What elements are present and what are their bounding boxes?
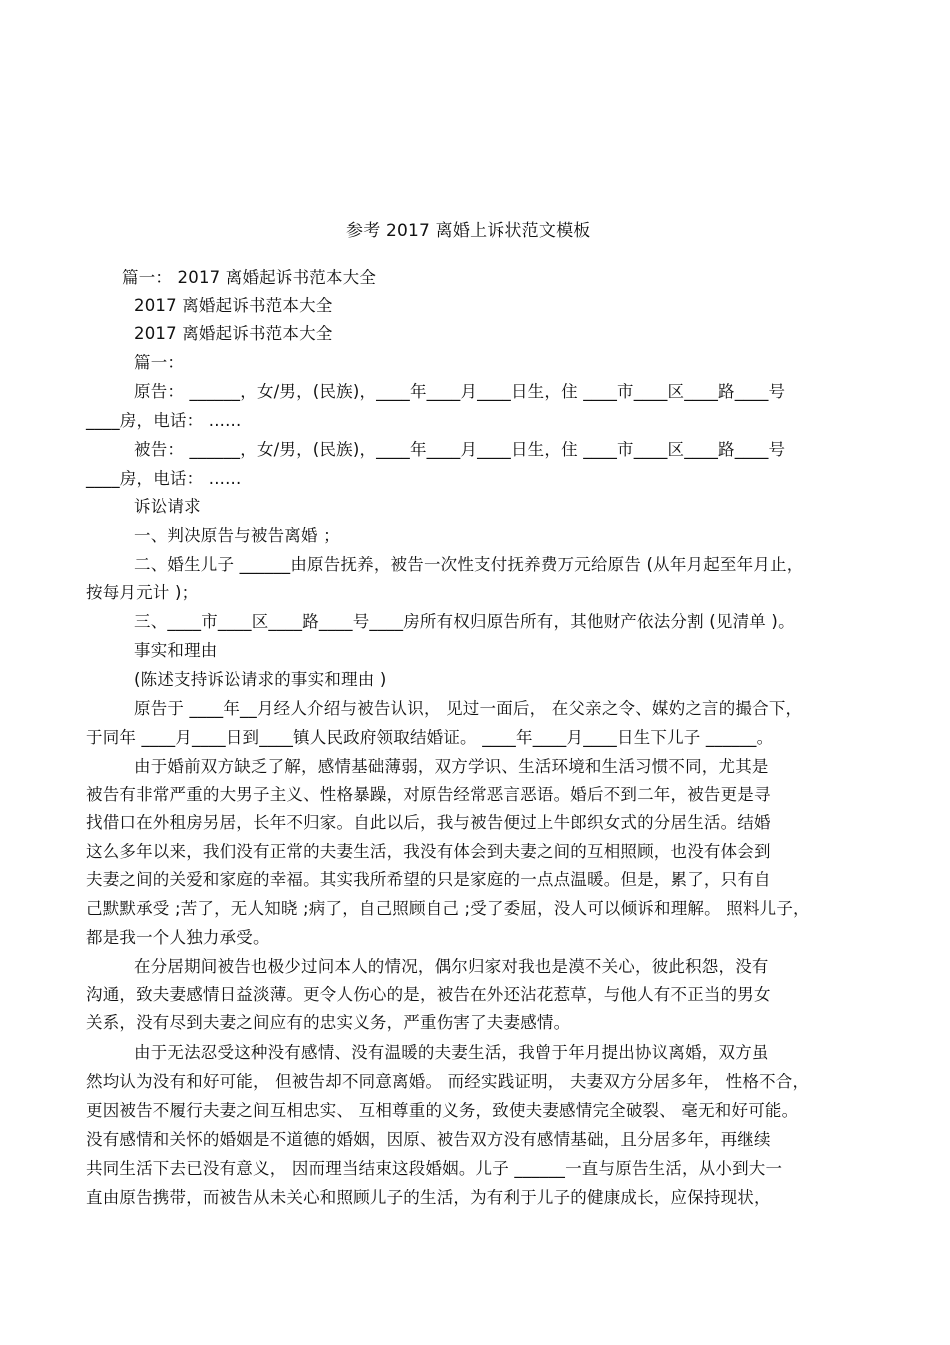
text-line: 按每月元计 )； [86,583,199,602]
text-line: 没有感情和关怀的婚姻是不道德的婚姻，因原、被告双方没有感情基础，且分居多年，再继续 [86,1130,771,1149]
document-title: 参考 2017 离婚上诉状范文模板 [346,221,591,241]
section-heading: 诉讼请求 [134,497,201,516]
text-line: 直由原告携带，而被告从未关心和照顾儿子的生活，为有利于儿子的健康成长，应保持现状， [86,1188,771,1207]
text-line: 2017 离婚起诉书范本大全 [134,296,333,315]
text-line: 都是我一个人独力承受。 [86,928,270,947]
text-line: 共同生活下去已没有意义， 因而理当结束这段婚姻。儿子 ______一直与原告生活，从小到大一 [86,1159,783,1178]
text-line: 篇一： [134,353,185,372]
text-line: 被告： ______，女/男，(民族)，____年____月____日生，住 ____市____区____路____号 [134,440,786,459]
text-line: 由于无法忍受这种没有感情、没有温暖的夫妻生活，我曾于年月提出协议离婚，双方虽 [134,1043,769,1062]
text-line: ____房，电话： ...... [86,469,242,488]
text-line: 关系，没有尽到夫妻之间应有的忠实义务，严重伤害了夫妻感情。 [86,1013,571,1032]
text-line: 这么多年以来，我们没有正常的夫妻生活，我没有体会到夫妻之间的互相照顾，也没有体会到 [86,842,771,861]
text-line: 篇一： 2017 离婚起诉书范本大全 [122,268,377,287]
text-line: 由于婚前双方缺乏了解，感情基础薄弱，双方学识、生活环境和生活习惯不同，尤其是 [134,757,769,776]
text-line: 于同年 ____月____日到____镇人民政府领取结婚证。 ____年____月____日生下儿子 ______。 [86,728,774,747]
text-line: 被告有非常严重的大男子主义、性格暴躁，对原告经常恶言恶语。婚后不到二年，被告更是寻 [86,785,771,804]
text-line: 一、判决原告与被告离婚 ； [134,526,340,545]
text-line: 二、婚生儿子 ______由原告抚养，被告一次性支付抚养费万元给原告 (从年月起至年月止， [134,555,804,574]
text-line: 原告于 ____年__月经人介绍与被告认识， 见过一面后， 在父亲之令、媒妁之言的撮合下， [134,699,803,718]
text-line: 2017 离婚起诉书范本大全 [134,324,333,343]
text-line: 己默默承受 ;苦了，无人知晓 ;病了，自己照顾自己 ;受了委屈，没人可以倾诉和理解。 照料儿子， [86,899,810,918]
text-line: 夫妻之间的关爱和家庭的幸福。其实我所希望的只是家庭的一点点温暖。但是，累了，只有自 [86,870,771,889]
section-heading: 事实和理由 [134,641,218,660]
text-line: 在分居期间被告也极少过问本人的情况，偶尔归家对我也是漠不关心，彼此积怨，没有 [134,957,769,976]
text-line: 然均认为没有和好可能， 但被告却不同意离婚。 而经实践证明， 夫妻双方分居多年， 性格不合， [86,1072,810,1091]
text-line: 三、____市____区____路____号____房所有权归原告所有，其他财产依法分割 (见清单 )。 [134,612,795,631]
text-line: ____房，电话： ...... [86,411,242,430]
text-line: 更因被告不履行夫妻之间互相忠实、 互相尊重的义务，致使夫妻感情完全破裂、 毫无和好可能。 [86,1101,799,1120]
text-line: 沟通，致夫妻感情日益淡薄。更令人伤心的是，被告在外还沾花惹草，与他人有不正当的男女 [86,985,771,1004]
text-line: (陈述支持诉讼请求的事实和理由 ) [134,670,387,689]
text-line: 找借口在外租房另居，长年不归家。自此以后，我与被告便过上牛郎织女式的分居生活。结婚 [86,813,771,832]
text-line: 原告： ______，女/男，(民族)，____年____月____日生，住 ____市____区____路____号 [134,382,786,401]
